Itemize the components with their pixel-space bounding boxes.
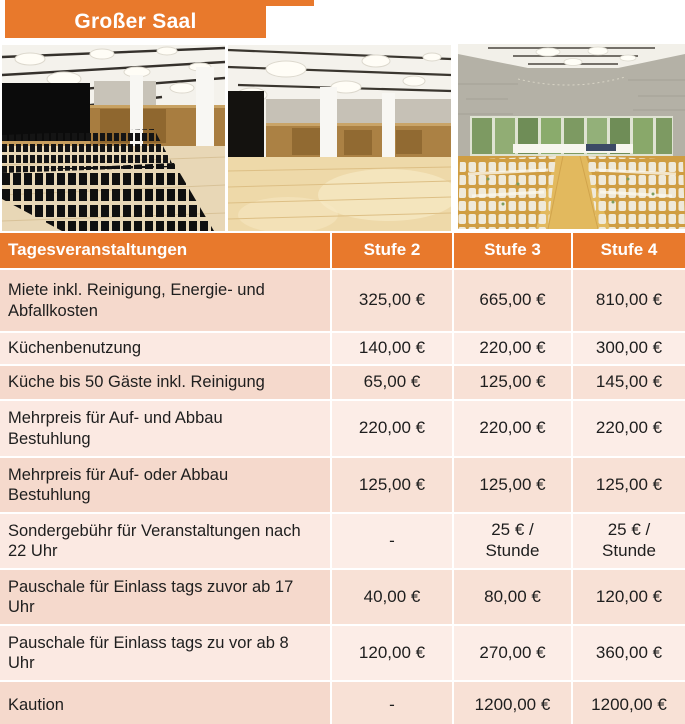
row-label-mehrpreis-oder: Mehrpreis für Auf- oder Abbau Bestuhlung [0, 458, 330, 512]
row-label-pauschale-8: Pauschale für Einlass tags zu vor ab 8 Uhr [0, 626, 330, 680]
price-cell: - [332, 514, 452, 568]
price-cell: 140,00 € [332, 333, 452, 364]
empty-hall-image [228, 45, 451, 231]
row-label-kuechenbenutzung: Küchenbenutzung [0, 333, 330, 364]
price-cell: 120,00 € [332, 626, 452, 680]
price-cell: 325,00 € [332, 270, 452, 331]
price-cell: 65,00 € [332, 366, 452, 399]
table-header-stufe-3: Stufe 3 [454, 233, 571, 268]
price-cell: 120,00 € [573, 570, 685, 624]
price-cell: 220,00 € [454, 401, 571, 456]
photo-banquet-setup [458, 44, 685, 229]
price-cell: 125,00 € [332, 458, 452, 512]
price-cell: 220,00 € [573, 401, 685, 456]
price-cell: - [332, 682, 452, 724]
table-header-category: Tagesveranstaltungen [0, 233, 330, 268]
table-header-stufe-2: Stufe 2 [332, 233, 452, 268]
price-cell: 810,00 € [573, 270, 685, 331]
row-label-mehrpreis-und: Mehrpreis für Auf- und Abbau Bestuhlung [0, 401, 330, 456]
price-cell: 270,00 € [454, 626, 571, 680]
price-cell: 40,00 € [332, 570, 452, 624]
photo-theater-seating [2, 45, 225, 231]
price-cell: 300,00 € [573, 333, 685, 364]
price-cell: 1200,00 € [573, 682, 685, 724]
page-title: Großer Saal [5, 6, 266, 38]
row-label-kueche-50: Küche bis 50 Gäste inkl. Reinigung [0, 366, 330, 399]
row-label-sondergebuehr: Sondergebühr für Veranstaltungen nach 22 Uhr [0, 514, 330, 568]
pricing-table [0, 233, 685, 724]
table-header-stufe-4: Stufe 4 [573, 233, 685, 268]
price-cell: 360,00 € [573, 626, 685, 680]
price-cell: 125,00 € [573, 458, 685, 512]
price-cell: 220,00 € [332, 401, 452, 456]
banquet-setup-image [458, 44, 685, 229]
price-cell: 125,00 € [454, 458, 571, 512]
photo-empty-hall [228, 45, 451, 231]
price-cell: 25 € / Stunde [454, 514, 571, 568]
price-cell: 25 € / Stunde [573, 514, 685, 568]
row-label-pauschale-17: Pauschale für Einlass tags zuvor ab 17 Uhr [0, 570, 330, 624]
theater-seating-image [2, 45, 225, 231]
price-cell: 125,00 € [454, 366, 571, 399]
row-label-kaution: Kaution [0, 682, 330, 724]
price-cell: 665,00 € [454, 270, 571, 331]
price-cell: 145,00 € [573, 366, 685, 399]
price-cell: 80,00 € [454, 570, 571, 624]
price-cell: 220,00 € [454, 333, 571, 364]
price-cell: 1200,00 € [454, 682, 571, 724]
row-label-miete: Miete inkl. Reinigung, Energie- und Abfallkosten [0, 270, 330, 331]
